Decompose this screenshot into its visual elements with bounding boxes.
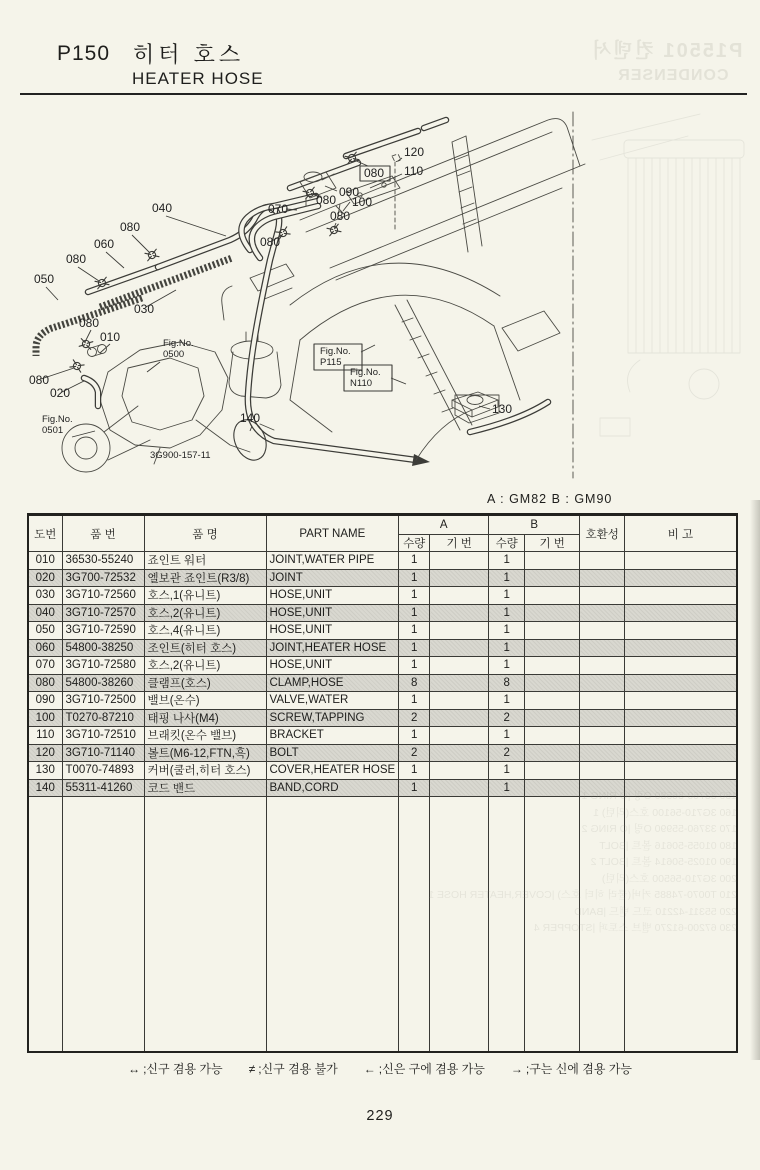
table-cell: COVER,HEATER HOSE [266, 762, 399, 780]
legend-text: ;신은 구에 겸용 가능 [378, 1062, 485, 1076]
table-cell: 호스,2(유니트) [144, 657, 266, 675]
table-cell: 1 [489, 569, 525, 587]
part-label: 030 [134, 302, 155, 316]
table-cell: 8 [489, 674, 525, 692]
ghost-table-line: 170 33760-55990 O링 |O RING 2 [581, 823, 737, 835]
table-row [28, 587, 737, 605]
table-cell: 110 [28, 727, 62, 745]
parts-table-header [28, 515, 737, 552]
legend-item [128, 1060, 223, 1077]
table-cell: 1 [399, 604, 430, 622]
legend-symbol: ← [363, 1062, 376, 1076]
table-cell [580, 587, 625, 605]
table-cell: T0270-87210 [62, 709, 144, 727]
part-label: 090 [339, 185, 360, 199]
part-label: 010 [100, 330, 121, 344]
legend-item [511, 1060, 632, 1077]
fig-ref-label: 0501 [42, 425, 64, 436]
ghost-table-line: 200 3G710-56500 호스(리턴) [601, 872, 737, 885]
part-label: 080 [260, 235, 281, 249]
ghost-table-line: 190 01025-50614 볼트 |BOLT 2 [590, 856, 737, 868]
table-cell [430, 674, 489, 692]
leader-line [106, 252, 124, 268]
table-cell [430, 587, 489, 605]
table-cell [625, 709, 737, 727]
table-cell: 3G710-72590 [62, 622, 144, 640]
leader-line [391, 378, 406, 384]
table-row [28, 569, 737, 587]
table-cell [625, 762, 737, 780]
table-cell: 8 [399, 674, 430, 692]
table-cell: 1 [399, 639, 430, 657]
table-cell: BOLT [266, 744, 399, 762]
table-cell: 3G710-72560 [62, 587, 144, 605]
legend-text: ;구는 신에 겸용 가능 [525, 1062, 632, 1076]
table-cell [625, 657, 737, 675]
table-cell [525, 569, 580, 587]
part-label: 110 [404, 164, 424, 178]
table-cell: 2 [399, 709, 430, 727]
header-rule [20, 93, 747, 95]
table-row [28, 639, 737, 657]
legend-symbol: → [510, 1062, 523, 1076]
part-label: 120 [404, 145, 425, 159]
table-cell: 호스,1(유니트) [144, 587, 266, 605]
ghost-table-line: 160 3G710-56100 호스(리턴) 1 [593, 806, 737, 819]
table-cell [625, 674, 737, 692]
page-title-korean: 히터 호스 [133, 42, 245, 67]
legend-symbol: ↔ [128, 1062, 141, 1076]
table-cell: BAND,CORD [266, 779, 399, 797]
table-cell: 1 [489, 587, 525, 605]
col-header-group-b: B [489, 515, 580, 535]
table-cell [580, 657, 625, 675]
table-cell: 140 [28, 779, 62, 797]
leader-line [78, 267, 99, 281]
col-header-remarks: 비 고 [625, 515, 737, 552]
table-cell: 1 [489, 639, 525, 657]
table-cell [580, 744, 625, 762]
col-header-qty-a: 수량 [399, 535, 430, 552]
leader-line [250, 426, 252, 431]
table-cell [525, 674, 580, 692]
table-cell: 브래킷(온수 밸브) [144, 727, 266, 745]
part-label: 020 [50, 386, 71, 400]
legend-item [364, 1060, 485, 1077]
table-row [28, 727, 737, 745]
table-cell [580, 674, 625, 692]
table-cell [625, 552, 737, 570]
col-header-no: 도번 [28, 515, 62, 552]
table-cell [580, 727, 625, 745]
table-cell [580, 552, 625, 570]
col-header-group-a: A [399, 515, 489, 535]
table-cell [525, 709, 580, 727]
table-cell: 1 [399, 727, 430, 745]
table-cell: HOSE,UNIT [266, 587, 399, 605]
part-label: 100 [352, 195, 373, 209]
table-cell: 볼트(M6-12,FTN,흑) [144, 744, 266, 762]
table-cell: 1 [489, 762, 525, 780]
table-cell [525, 622, 580, 640]
table-cell: 1 [399, 622, 430, 640]
ghost-table-line: 180 01055-50616 볼트 |BOLT [599, 839, 737, 852]
table-cell: 1 [399, 587, 430, 605]
table-cell: 1 [399, 762, 430, 780]
table-cell: 54800-38260 [62, 674, 144, 692]
table-cell [525, 604, 580, 622]
table-cell: SCREW,TAPPING [266, 709, 399, 727]
table-cell [525, 727, 580, 745]
part-label: 070 [268, 202, 289, 216]
table-cell: 커버(쿨러,히터 호스) [144, 762, 266, 780]
table-cell [625, 569, 737, 587]
table-cell [430, 744, 489, 762]
leader-line [479, 406, 490, 409]
table-cell: 1 [399, 569, 430, 587]
table-cell: 54800-38250 [62, 639, 144, 657]
table-cell: 1 [489, 604, 525, 622]
table-cell: 55311-41260 [62, 779, 144, 797]
table-cell: 2 [399, 744, 430, 762]
table-cell [430, 639, 489, 657]
table-cell [580, 604, 625, 622]
col-header-serial-a: 기 번 [430, 535, 489, 552]
table-cell: 36530-55240 [62, 552, 144, 570]
table-cell [625, 692, 737, 710]
table-cell [580, 762, 625, 780]
table-cell [580, 639, 625, 657]
table-cell [525, 657, 580, 675]
table-cell [525, 639, 580, 657]
table-cell: 1 [399, 692, 430, 710]
cord-band-tail [260, 424, 274, 430]
table-cell: 050 [28, 622, 62, 640]
parts-table-rows [28, 552, 737, 797]
table-cell: 100 [28, 709, 62, 727]
table-cell [430, 692, 489, 710]
page-title-english: HEATER HOSE [132, 69, 264, 88]
table-cell: 3G710-72570 [62, 604, 144, 622]
page-code: P150 [57, 42, 111, 65]
leader-line [46, 287, 58, 300]
table-cell: 코드 밴드 [144, 779, 266, 797]
table-cell: 1 [399, 779, 430, 797]
part-label: 080 [364, 166, 385, 180]
leader-line [147, 362, 160, 372]
table-cell: 030 [28, 587, 62, 605]
table-cell [525, 552, 580, 570]
ghost-prev-page-title [590, 34, 742, 85]
table-cell: 1 [489, 552, 525, 570]
table-cell [525, 587, 580, 605]
table-cell [625, 622, 737, 640]
table-cell [430, 762, 489, 780]
table-cell [430, 709, 489, 727]
table-cell: 090 [28, 692, 62, 710]
table-cell: JOINT,HEATER HOSE [266, 639, 399, 657]
parts-table [27, 513, 738, 1053]
table-cell: VALVE,WATER [266, 692, 399, 710]
part-label: 080 [120, 220, 141, 234]
table-cell: 태핑 나사(M4) [144, 709, 266, 727]
part-label: 080 [316, 193, 337, 207]
fig-ref-label: 0500 [163, 349, 185, 360]
table-row [28, 762, 737, 780]
table-cell [580, 569, 625, 587]
table-cell: HOSE,UNIT [266, 622, 399, 640]
table-cell [430, 569, 489, 587]
col-header-part-name: PART NAME [266, 515, 399, 552]
ghost-table-line: 220 55311-42210 코드 밴드 |BAND [574, 905, 737, 918]
table-cell: 호스,4(유니트) [144, 622, 266, 640]
table-cell [430, 657, 489, 675]
ghost-table-rows [365, 788, 737, 937]
legend-text: ;신구 겸용 가능 [143, 1062, 223, 1076]
table-row [28, 674, 737, 692]
leader-line [166, 216, 226, 236]
table-cell: 020 [28, 569, 62, 587]
part-label: 080 [66, 252, 87, 266]
table-cell: 엘보관 죠인트(R3/8) [144, 569, 266, 587]
table-row [28, 552, 737, 570]
part-label: 080 [79, 316, 100, 330]
ghost-radiator [592, 114, 744, 436]
table-cell: 1 [489, 779, 525, 797]
table-cell: 조인트(히터 호스) [144, 639, 266, 657]
table-cell: 3G710-72510 [62, 727, 144, 745]
table-cell: 2 [489, 709, 525, 727]
col-header-qty-b: 수량 [489, 535, 525, 552]
leader-line [361, 345, 375, 352]
table-row [28, 622, 737, 640]
part-label: 060 [94, 237, 115, 251]
fig-ref-label: N110 [350, 378, 373, 389]
ghost-table-line: 210 T0070-74885 커버(쿨러 히터 호스) |COVER,HEATER HOSE 1 [428, 889, 737, 901]
fig-ref-label: Fig.No. [163, 338, 194, 349]
page-number: 229 [366, 1108, 394, 1124]
ghost-table-line: 230 67200-61270 밸브 스토퍼 |STOPPER 4 [533, 922, 737, 934]
hose-end-arrow [412, 454, 430, 466]
table-cell [625, 604, 737, 622]
table-cell: 120 [28, 744, 62, 762]
table-cell: 3G710-71140 [62, 744, 144, 762]
part-label: 140 [240, 411, 261, 425]
fig-ref-label: Fig.No. [350, 367, 381, 378]
table-cell: 130 [28, 762, 62, 780]
part-label: 080 [330, 209, 351, 223]
table-cell [580, 692, 625, 710]
table-row [28, 744, 737, 762]
part-label: 130 [492, 402, 513, 416]
table-cell: BRACKET [266, 727, 399, 745]
table-cell: 1 [399, 552, 430, 570]
fig-ref-label: P115 [320, 357, 342, 368]
page-edge-shadow [750, 500, 760, 1060]
table-cell: HOSE,UNIT [266, 604, 399, 622]
table-cell [430, 727, 489, 745]
compat-legend [0, 1060, 760, 1077]
table-cell [580, 709, 625, 727]
part-label: 050 [34, 272, 55, 286]
table-cell: JOINT [266, 569, 399, 587]
col-header-name-ko: 품 명 [144, 515, 266, 552]
table-cell: 3G700-72532 [62, 569, 144, 587]
ghost-table-line: 150 33760-56580 O링 |O RING 1 [581, 790, 737, 802]
table-row [28, 604, 737, 622]
legend-item [249, 1060, 338, 1077]
table-cell: 3G710-72500 [62, 692, 144, 710]
table-cell: 040 [28, 604, 62, 622]
table-cell [430, 604, 489, 622]
part-label: 080 [29, 373, 50, 387]
table-cell: 2 [489, 744, 525, 762]
table-cell [625, 727, 737, 745]
table-cell: 070 [28, 657, 62, 675]
table-cell [625, 587, 737, 605]
variant-note: A : GM82 B : GM90 [487, 492, 613, 506]
ghost-prev-title-en: CONDENSER [616, 67, 728, 84]
table-cell: 1 [489, 692, 525, 710]
table-cell: 호스,2(유니트) [144, 604, 266, 622]
table-cell: 080 [28, 674, 62, 692]
part-label: 040 [152, 201, 173, 215]
col-header-serial-b: 기 번 [525, 535, 580, 552]
table-cell: 1 [489, 727, 525, 745]
fig-ref-label: Fig.No. [42, 414, 73, 425]
ghost-prev-code: P15501 컨덴서 [589, 40, 742, 62]
drawing-number: 3G900-157-11 [150, 450, 211, 461]
table-row [28, 709, 737, 727]
table-cell: 010 [28, 552, 62, 570]
parts-diagram [0, 100, 760, 500]
table-cell: 밸브(온수) [144, 692, 266, 710]
leader-line [85, 330, 91, 342]
table-cell [525, 744, 580, 762]
table-cell: T0070-74893 [62, 762, 144, 780]
col-header-part-no: 품 번 [62, 515, 144, 552]
table-cell [580, 622, 625, 640]
table-cell: 060 [28, 639, 62, 657]
table-cell [525, 692, 580, 710]
table-cell: 3G710-72580 [62, 657, 144, 675]
table-cell: 죠인트 워터 [144, 552, 266, 570]
table-cell [525, 762, 580, 780]
table-cell: JOINT,WATER PIPE [266, 552, 399, 570]
table-cell [625, 744, 737, 762]
table-cell [625, 639, 737, 657]
col-header-compat: 호환성 [580, 515, 625, 552]
table-cell: 클램프(호스) [144, 674, 266, 692]
legend-text: ;신구 겸용 불가 [258, 1062, 338, 1076]
leader-line [72, 431, 95, 437]
table-cell: 1 [399, 657, 430, 675]
table-cell: 1 [489, 622, 525, 640]
table-cell [430, 622, 489, 640]
table-cell: HOSE,UNIT [266, 657, 399, 675]
leader-line [132, 235, 150, 253]
legend-symbol: ≠ [248, 1062, 256, 1076]
table-row [28, 692, 737, 710]
table-row [28, 657, 737, 675]
table-cell: 1 [489, 657, 525, 675]
table-cell [430, 552, 489, 570]
table-cell: CLAMP,HOSE [266, 674, 399, 692]
fig-ref-label: Fig.No. [320, 346, 351, 357]
